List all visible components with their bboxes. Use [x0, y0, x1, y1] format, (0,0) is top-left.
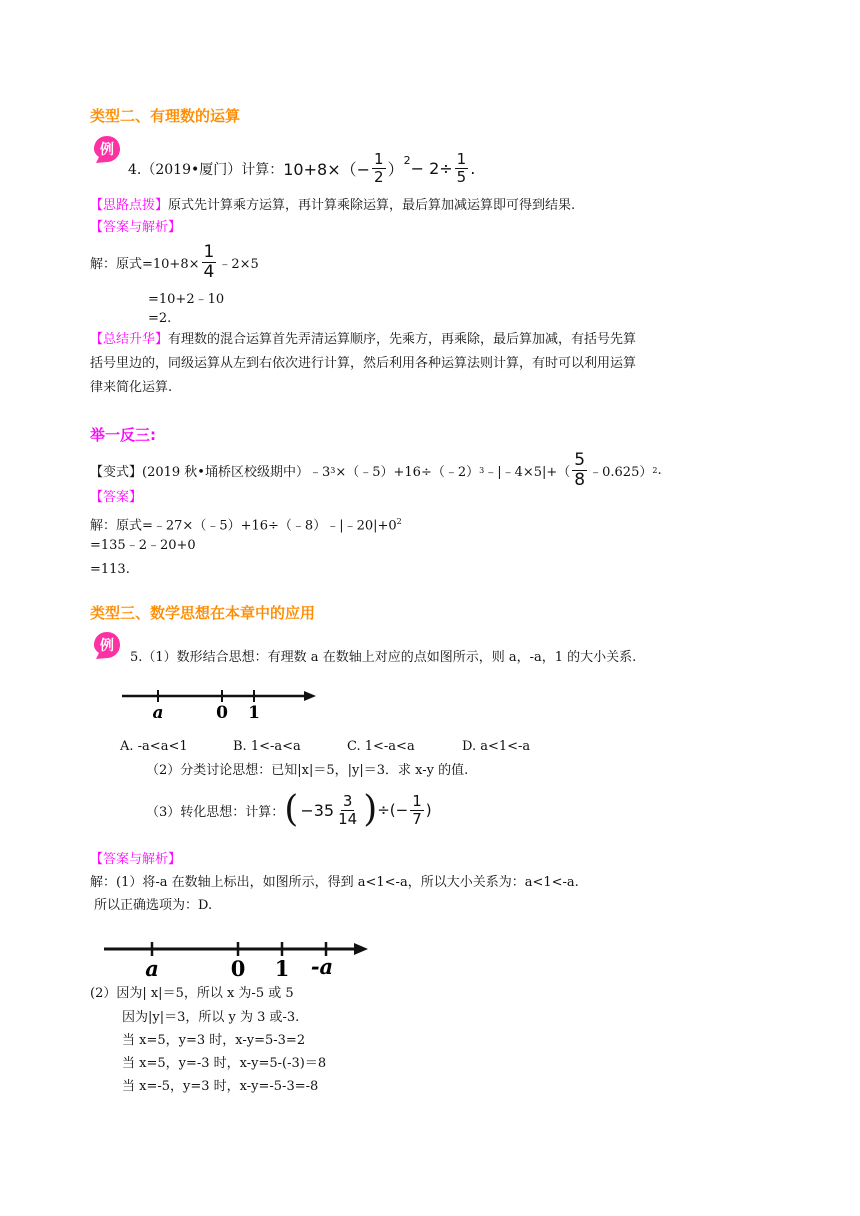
answer-tag-3: 【答案与解析】 — [90, 852, 182, 867]
number-line-2 — [100, 936, 376, 982]
question-4-prefix: 4.（2019•厦门）计算： — [128, 161, 284, 178]
fraction-denominator: 5 — [456, 168, 467, 186]
variant-solution-text: 解：原式=﹣27×（﹣5）+16÷（﹣8）﹣|﹣20|+0 — [90, 518, 397, 534]
variant-question — [90, 452, 662, 489]
answer-5-line-1: 解：(1）将-a 在数轴上标出，如图所示，得到 a<1<-a，所以大小关系为：a<1<-a. — [90, 875, 579, 890]
answer-5-part-2-line: 当 x=5，y=-3 时，x-y=5-(-3)＝8 — [122, 1056, 327, 1071]
solution-4-expr-b: ﹣2×5 — [218, 257, 259, 272]
number-line-1-label: 0 — [216, 703, 228, 723]
close-paren-icon: ) — [363, 789, 378, 830]
variant-fraction — [572, 452, 587, 489]
question-4-expr-c: − 2÷ — [410, 159, 453, 178]
fraction-denominator: 7 — [412, 809, 422, 828]
answer-tag-1: 【答案与解析】 — [90, 220, 182, 235]
question-5-part-3-divide: ÷(− — [377, 801, 409, 819]
example-badge-text: 例 — [100, 142, 114, 158]
variant-expr-b: ×（﹣5）+16÷（﹣2） — [335, 465, 480, 480]
option-a: A. -a<a<1 — [120, 739, 188, 754]
summary-text-1: 有理数的混合运算首先弄清运算顺序，先乘方，再乘除，最后算加减，有括号先算 — [168, 332, 637, 347]
question-4-end: . — [470, 159, 476, 178]
section3-heading: 类型三、数学思想在本章中的应用 — [90, 604, 316, 622]
number-line-2-label: 0 — [230, 956, 246, 981]
number-line-2-label: a — [145, 956, 159, 981]
fraction-numerator: 1 — [412, 791, 422, 810]
summary-line-3: 律来简化运算. — [90, 380, 173, 395]
question-4-expr-a: 10+8×（− — [283, 160, 371, 179]
question-5-part-3-whole: −35 — [300, 800, 335, 820]
solution-4-line-3: =2. — [148, 311, 172, 326]
answer-5-part-2-line: 因为|y|＝3，所以 y 为 3 或-3. — [122, 1010, 300, 1025]
question-5-part-1: 5.（1）数形结合思想：有理数 a 在数轴上对应的点如图所示，则 a，-a，1 的大小关系. — [130, 650, 637, 665]
section2-heading: 类型二、有理数的运算 — [90, 107, 241, 125]
question-4-fraction-1 — [372, 152, 386, 185]
fraction-denominator: 14 — [338, 809, 358, 828]
question-5-part-3-end: ) — [425, 801, 432, 819]
option-c: C. 1<-a<a — [347, 739, 415, 754]
solution-4-line-2: =10+2﹣10 — [148, 292, 225, 307]
summary-tag: 【总结升华】 — [90, 332, 169, 347]
number-line-2-label: -a — [310, 954, 334, 979]
hint-line — [90, 194, 575, 218]
summary-line-2: 括号里边的，同级运算从左到右依次进行计算，然后利用各种运算法则计算，有时可以利用运算 — [90, 356, 637, 371]
number-line-2-arrow-icon — [354, 943, 368, 955]
question-5-part-2: （2）分类讨论思想：已知|x|＝5，|y|＝3．求 x-y 的值. — [146, 763, 469, 778]
hint-tag: 【思路点拨】 — [90, 198, 169, 213]
answer-5-part-2-line: 当 x=-5，y=3 时，x-y=-5-3=-8 — [122, 1079, 319, 1094]
example-badge-icon — [92, 134, 122, 164]
question-4-exponent: 2 — [403, 154, 411, 167]
solution-4-line-1 — [90, 244, 259, 281]
answer-5-line-2: 所以正确选项为：D. — [94, 898, 213, 913]
fraction-denominator: 4 — [203, 262, 215, 282]
answer-5-part-2-line: 当 x=5，y=3 时，x-y=5-3=2 — [122, 1033, 306, 1048]
fraction-numerator: 3 — [342, 791, 353, 810]
fraction-denominator: 8 — [574, 470, 586, 490]
fraction-numerator: 1 — [203, 242, 215, 262]
example-badge-text: 例 — [100, 638, 114, 654]
variant-tag: 【变式】 — [90, 465, 143, 480]
number-line-1-arrow-icon — [304, 691, 316, 701]
fraction-denominator: 2 — [374, 168, 384, 186]
variant-exponent-2: 3 — [479, 466, 485, 475]
variant-solution-line-3: =113. — [90, 562, 130, 577]
solution-4-fraction — [202, 244, 217, 281]
number-line-1-label: a — [152, 703, 164, 723]
answer-tag-2: 【答案】 — [90, 490, 143, 505]
open-paren-icon: ( — [284, 789, 299, 830]
practice-heading: 举一反三: — [90, 426, 156, 444]
question-4 — [128, 152, 475, 185]
question-5-part-3-prefix: （3）转化思想：计算： — [146, 804, 285, 820]
question-5-part-3-fraction-1 — [336, 791, 359, 828]
variant-end: . — [657, 463, 662, 478]
variant-expr-c: ﹣|﹣4×5|+（ — [484, 465, 571, 480]
answer-5-part-2-line: (2）因为| x|＝5，所以 x 为-5 或 5 — [90, 986, 294, 1001]
hint-text: 原式先计算乘方运算，再计算乘除运算，最后算加减运算即可得到结果. — [168, 198, 576, 213]
question-4-expr-b: ） — [387, 160, 404, 179]
variant-expr-d: ﹣0.625） — [589, 465, 653, 480]
example-badge-icon — [92, 630, 122, 660]
fraction-numerator: 5 — [574, 450, 586, 470]
summary-line-1 — [90, 328, 636, 352]
variant-solution-line-2: =135﹣2﹣20+0 — [90, 538, 196, 553]
fraction-numerator: 1 — [374, 150, 384, 168]
variant-expr-a: (2019 秋•埇桥区校级期中）﹣3 — [142, 465, 331, 480]
option-b: B. 1<-a<a — [233, 739, 301, 754]
question-5-part-3-fraction-2 — [410, 791, 424, 828]
variant-exponent-1: 3 — [330, 466, 336, 475]
number-line-2-label: 1 — [274, 956, 290, 981]
question-4-fraction-2 — [455, 152, 469, 185]
question-5-part-3 — [146, 789, 432, 830]
variant-exponent-3: 2 — [652, 466, 658, 475]
number-line-1-label: 1 — [248, 703, 260, 723]
variant-solution-exponent: 2 — [396, 517, 402, 526]
option-d: D. a<1<-a — [462, 739, 531, 754]
solution-4-expr-a: 解：原式=10+8× — [90, 257, 200, 272]
number-line-1 — [118, 684, 328, 724]
fraction-numerator: 1 — [456, 150, 467, 168]
